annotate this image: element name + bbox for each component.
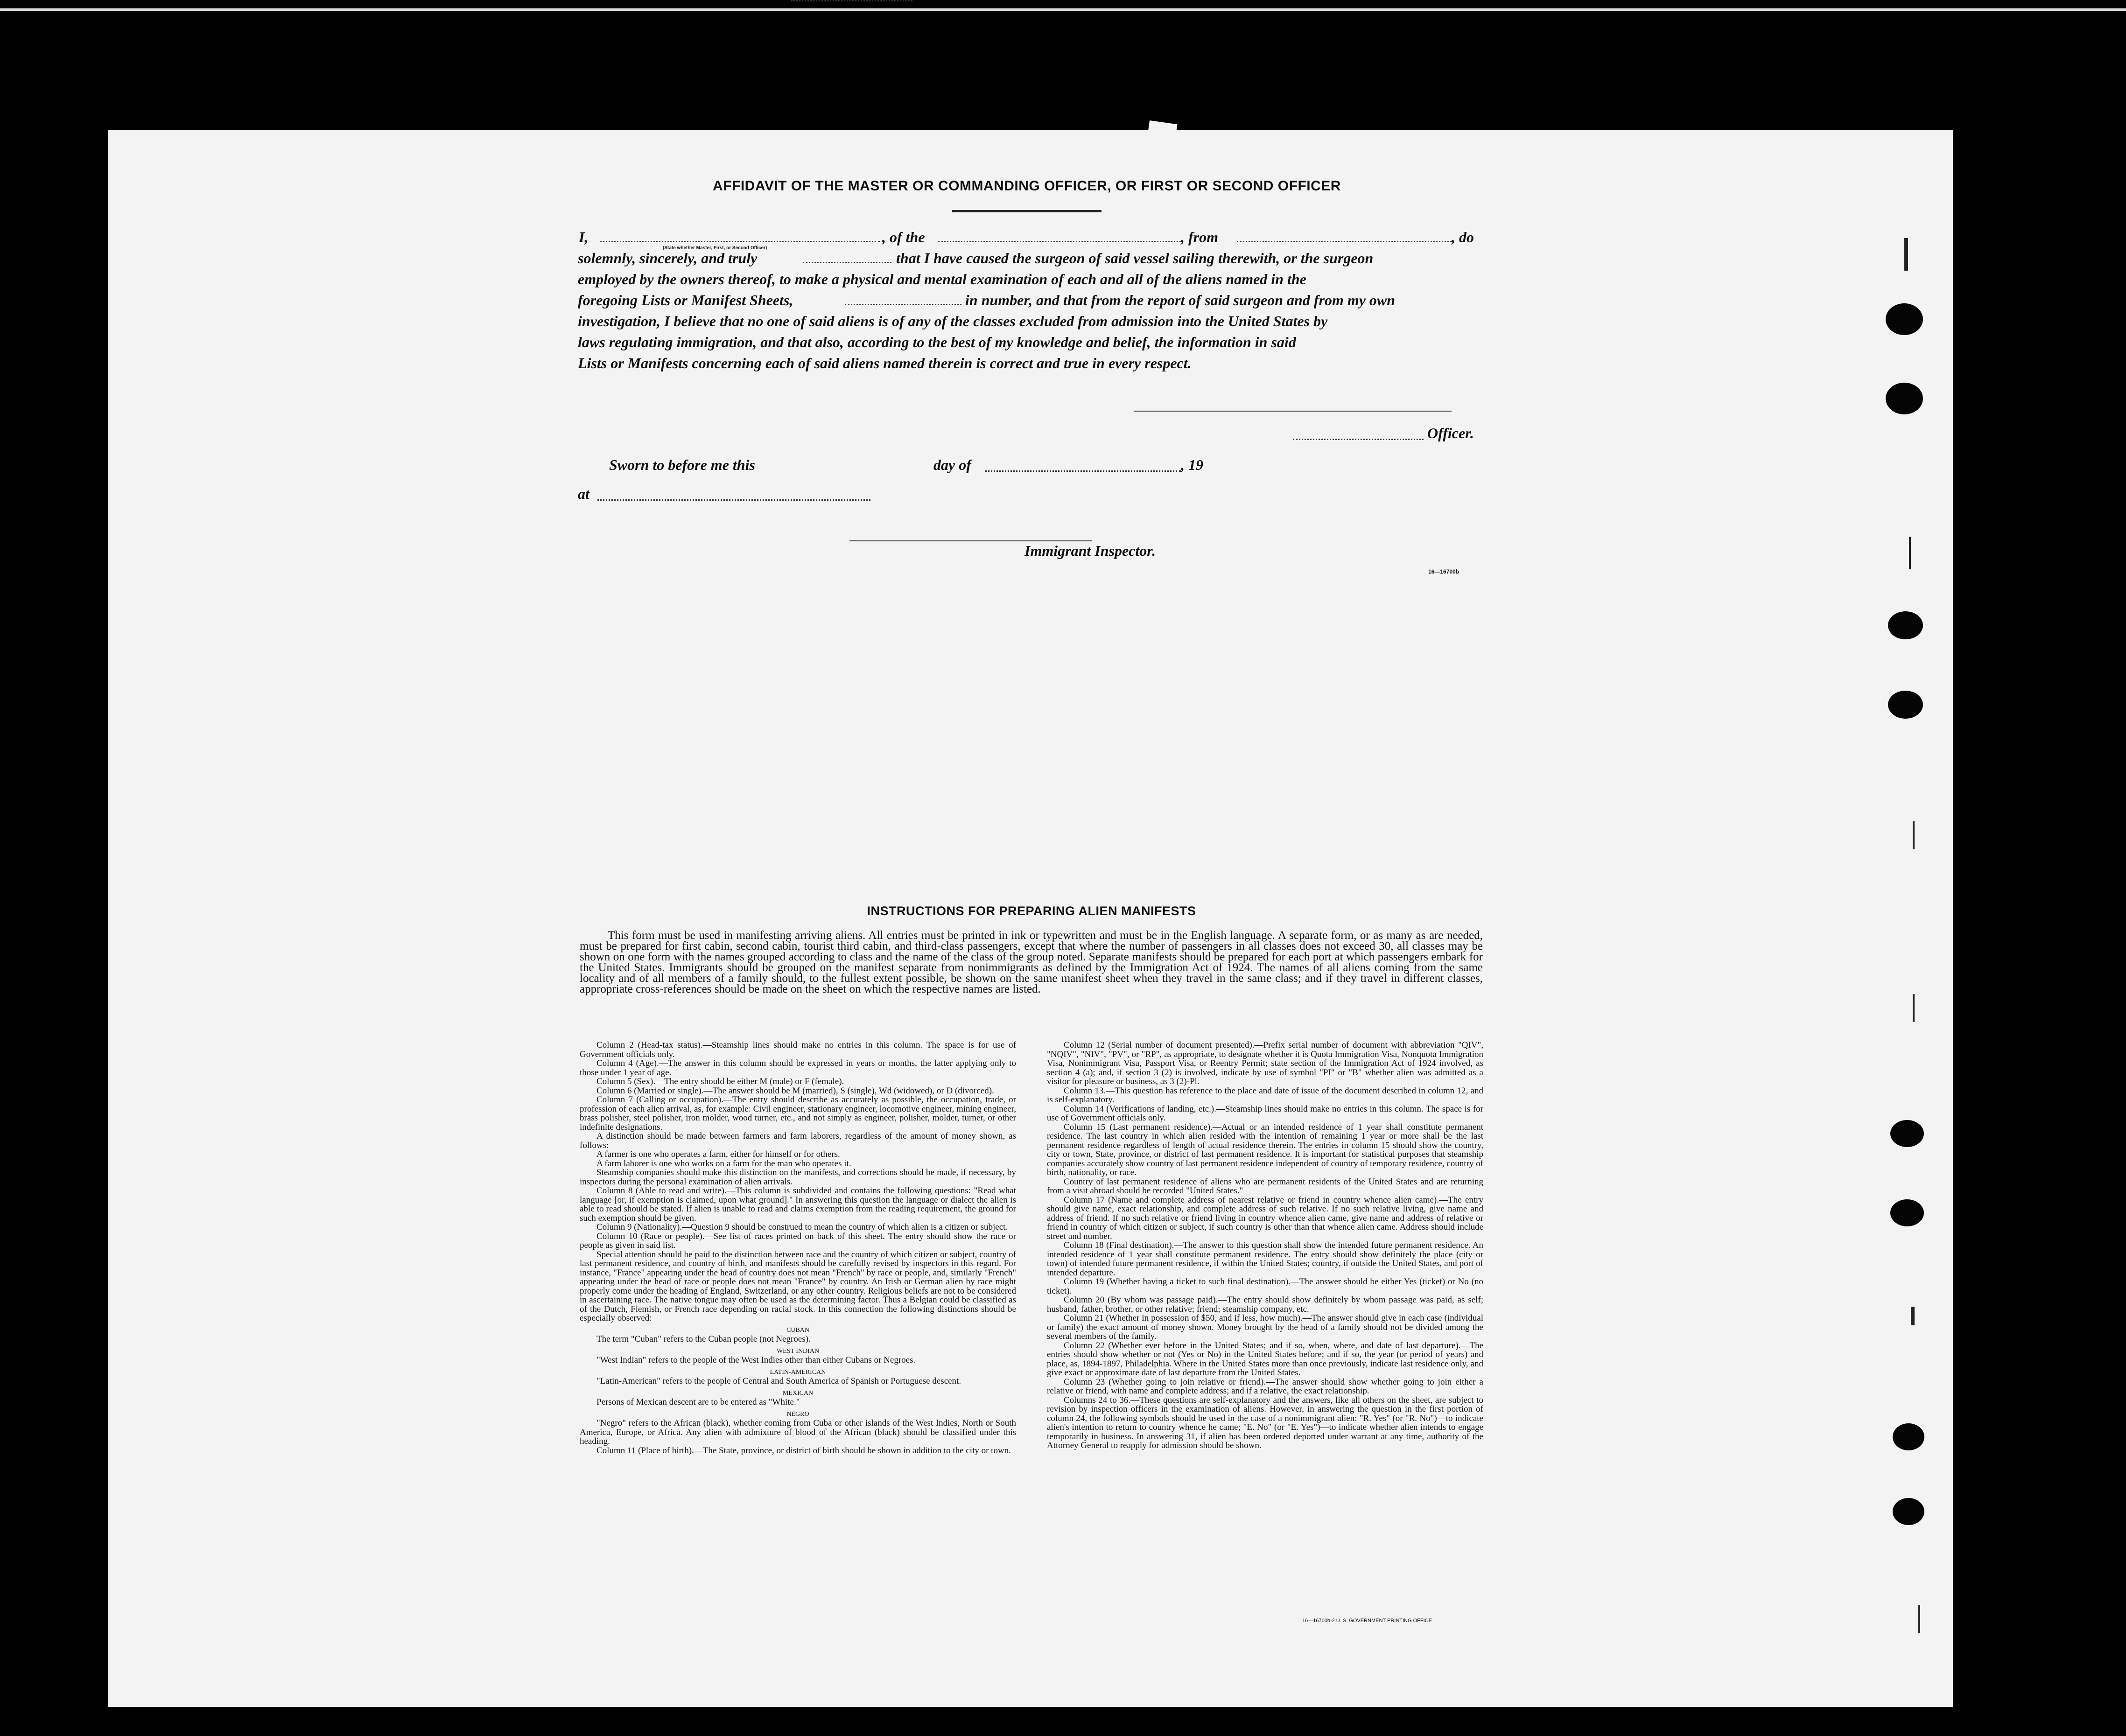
instruction-paragraph: Column 17 (Name and complete address of nearest relative or friend in country whence alien came).—The entry should give name, exact relationship, and complete address of such relative. If no such relative living, give name and address of friend. If no such relative or friend living in country whence alien came, give name and address of relative or friend in country of which citizen or subject, if such country is other than that whence alien came. Address should include street and number. xyxy=(1047,1195,1483,1241)
instruction-paragraph: Column 19 (Whether having a ticket to such final destination).—The answer should be either Yes (ticket) or No (no ticket). xyxy=(1047,1277,1483,1296)
punch-hole xyxy=(1886,383,1923,414)
instructions-intro: This form must be used in manifesting arriving aliens. All entries must be printed in ink or typewritten and must be in the English language. A separate form, or as many as are needed, must be prepared for first cabin, second cabin, tourist third cabin, and third-class passengers, except that where the number of passengers in all classes does not exceed 30, all classes may be shown on one form with the names grouped according to class and the name of the class of the group noted. Separate manifests should be prepared for each port at which passengers embark for the United States. Immigrants should be grouped on the manifest separate from nonimmigrants as defined by the Immigration Act of 1924. The names of all aliens coming from the same locality and of all members of a family should, to the fullest extent possible, be shown on the same manifest sheet when they travel in the same class; and if they travel in different classes, appropriate cross-references should be made on the sheet on which the respective names are listed. xyxy=(580,929,1483,995)
instruction-paragraph: The term "Cuban" refers to the Cuban people (not Negroes). xyxy=(596,1334,811,1344)
officer-rank-blank[interactable] xyxy=(600,241,880,242)
list-count-blank[interactable] xyxy=(845,304,961,305)
affidavit-line2a: solemnly, sincerely, and truly xyxy=(578,250,758,266)
section-heading-cuban: CUBAN xyxy=(786,1326,809,1334)
section-heading-negro: NEGRO xyxy=(786,1410,809,1418)
instruction-paragraph: Column 2 (Head-tax status).—Steamship lines should make no entries in this column. The space is for use of Government officials only. xyxy=(580,1040,1016,1059)
edge-mark xyxy=(1918,1605,1920,1633)
at-label: at xyxy=(578,485,589,502)
title-underline xyxy=(952,210,1102,212)
instruction-paragraph: Column 9 (Nationality).—Question 9 should be construed to mean the country of which alien is a citizen or subject. xyxy=(596,1222,1008,1232)
instructions-right-column xyxy=(1047,1041,1483,1450)
officer-title-blank[interactable] xyxy=(1293,439,1424,440)
officer-rank-hint: (State whether Master, First, or Second Officer) xyxy=(663,245,767,251)
instruction-paragraph: "Negro" refers to the African (black), whether coming from Cuba or other islands of the West Indies, North or South America, Europe, or Africa. Any alien with admixture of blood of the African (black) should be classified under this heading. xyxy=(580,1418,1016,1446)
instruction-paragraph: A farm laborer is one who works on a farm for the man who operates it. xyxy=(596,1158,851,1169)
instruction-paragraph: "Latin-American" refers to the people of Central and South America of Spanish or Portuguese descent. xyxy=(596,1376,961,1386)
instruction-paragraph: Column 7 (Calling or occupation).—The entry should describe as accurately as possible, the occupation, trade, or profession of each alien arrival, as, for example: Civil engineer, stationary engineer, locomotive engineer, mining engineer, brass polisher, steel polisher, iron molder, wood turner, etc., and not simply as engineer, polisher, molder, turner, or other indefinite designations. xyxy=(580,1095,1016,1132)
sworn-month-blank[interactable] xyxy=(985,470,1181,472)
edge-mark xyxy=(1911,1307,1915,1325)
instruction-paragraph: Steamship companies should make this distinction on the manifests, and corrections should be made, if necessary, by inspectors during the personal examination of alien arrivals. xyxy=(580,1168,1016,1187)
instruction-paragraph: Column 6 (Married or single).—The answer should be M (married), S (single), Wd (widowed), or D (divorced). xyxy=(596,1085,994,1096)
instruction-paragraph: Persons of Mexican descent are to be entered as "White." xyxy=(596,1397,800,1407)
instruction-paragraph: Column 18 (Final destination).—The answer to this question shall show the intended future permanent residence. An intended residence of 1 year shall constitute permanent residence. The entry should show definitely the place (city or town) of intended future permanent residence, if within the United States; country, if outside the United States, and port of intended departure. xyxy=(1047,1240,1483,1278)
section-heading-latin-american: LATIN-AMERICAN xyxy=(770,1368,826,1376)
instruction-paragraph: Column 21 (Whether in possession of $50, and if less, how much).—The answer should give in each case (individual or family) the exact amount of money shown. Money brought by the head of a family should not be divided among the several members of the family. xyxy=(1047,1313,1483,1341)
vessel-name-blank[interactable] xyxy=(938,241,1181,242)
instruction-paragraph: Column 15 (Last permanent residence).—Actual or an intended residence of 1 year shall constitute permanent residence. The last country in which alien resided with the intention of remaining 1 year or more shall be the last permanent residence regardless of length of actual residence therein. The entries in column 15 should show the country, city or town, State, province, or district of last permanent residence. It is important for statistical purposes that steamship companies accurately show country of last permanent residence independent of country of temporary residence, country of birth, nationality, or race. xyxy=(1047,1122,1483,1177)
instruction-paragraph: Column 14 (Verifications of landing, etc.).—Steamship lines should make no entries in this column. The space is for use of Government officials only. xyxy=(1047,1104,1483,1123)
sworn-label: Sworn to before me this xyxy=(609,456,755,473)
affidavit-line3: employed by the owners thereof, to make a physical and mental examination of each and all of the aliens named in the xyxy=(578,271,1306,287)
oath-blank[interactable] xyxy=(803,262,891,263)
instruction-paragraph: A farmer is one who operates a farm, either for himself or for others. xyxy=(596,1149,840,1159)
punch-hole xyxy=(1886,303,1923,335)
affidavit-do: , do xyxy=(1452,229,1474,245)
printing-office-footer: 16—16700b-2 U. S. GOVERNMENT PRINTING OFFICE xyxy=(1302,1618,1432,1624)
instruction-paragraph: "West Indian" refers to the people of the West Indies other than either Cubans or Negroes. xyxy=(596,1355,916,1365)
sworn-place-blank[interactable] xyxy=(597,499,870,501)
inspector-label: Immigrant Inspector. xyxy=(1024,542,1156,559)
instruction-paragraph: Column 5 (Sex).—The entry should be either M (male) or F (female). xyxy=(596,1077,844,1086)
instruction-paragraph: A distinction should be made between farmers and farm laborers, regardless of the amount of money shown, as follows: xyxy=(580,1131,1016,1150)
affidavit-from: , from xyxy=(1181,229,1218,245)
sworn-day-blank[interactable] xyxy=(791,0,912,1)
instruction-paragraph: Columns 24 to 36.—These questions are self-explanatory and the answers, like all others on the sheet, are subject to revision by inspection officers in the examination of aliens. However, in answering the question in the first portion of column 24, the following symbols should be used in the case of a nonimmigrant alien: "R. Yes" (or "R. No")—to indicate alien's intention to return to country whence he came; "E. No" (or "E. Yes")—to indicate whether alien intends to engage temporarily in business. In answering 31, if alien has been ordered deported under warrant at any time, authority of the Attorney General to reapply for admission should be shown. xyxy=(1047,1395,1483,1450)
affidavit-i: I, xyxy=(579,229,589,245)
punch-hole xyxy=(1888,691,1923,719)
scan-top-border xyxy=(0,8,2126,11)
affidavit-line4b: in number, and that from the report of said surgeon and from my own xyxy=(965,292,1396,308)
punch-hole xyxy=(1888,611,1923,639)
instruction-paragraph: Special attention should be paid to the distinction between race and the country of which citizen or subject, country of last permanent residence, and country of birth, and manifests should be carefully revised by inspectors in this regard. For instance, "France" appearing under the head of country does not mean "French" by race or people, and, similarly "French" appearing under the head of race or people does not mean "France" by country. An Irish or German alien by race might properly come under the heading of England, Switzerland, or any other country. Religious beliefs are not to be considered in ascertaining race. The native tongue may often be used as the determining factor. Thus a Belgian could be classified as of the Dutch, Flemish, or French race depending on racial stock. In this connection the following distinctions should be especially observed: xyxy=(580,1249,1016,1323)
edge-mark xyxy=(1913,821,1915,849)
instruction-paragraph: Column 20 (By whom was passage paid).—The entry should show definitely by whom passage was paid, as self; husband, father, brother, or other relative; friend; steamship company, etc. xyxy=(1047,1295,1483,1314)
officer-label: Officer. xyxy=(1427,425,1474,441)
instruction-paragraph: Column 12 (Serial number of document presented).—Prefix serial number of document with abbreviation "QIV", "NQIV", "NIV", "PV", or "RP", as appropriate, to designate whether it is Quota Immigration Visa, Nonquota Immigration Visa, Nonimmigrant Visa, Passport Visa, or Reentry Permit; state section of the Immigration Act of 1924 involved, as section 4 (a); and, if section 3 (2) is involved, indicate by use of symbol "PI" or "B" whether alien was admitted as a visitor for pleasure or business, as 3 (2)-Pl. xyxy=(1047,1040,1483,1086)
affidavit-line5: investigation, I believe that no one of said aliens is of any of the classes excluded from admission into the United States by xyxy=(578,313,1328,329)
inspector-signature-line[interactable] xyxy=(849,540,1092,541)
section-heading-mexican: MEXICAN xyxy=(782,1389,814,1397)
instruction-paragraph: Column 4 (Age).—The answer in this column should be expressed in years or months, the latter applying only to those under 1 year of age. xyxy=(580,1058,1016,1078)
instruction-paragraph: Column 10 (Race or people).—See list of races printed on back of this sheet. The entry should show the race or people as given in said list. xyxy=(580,1231,1016,1250)
section-heading-west-indian: WEST INDIAN xyxy=(776,1347,820,1355)
punch-hole xyxy=(1893,1423,1924,1450)
instruction-paragraph: Column 13.—This question has reference to the place and date of issue of the document described in column 12, and is self-explanatory. xyxy=(1047,1085,1483,1105)
instruction-paragraph: Column 23 (Whether going to join relative or friend).—The answer should show whether going to join either a relative or friend, with name and complete address; and if a relative, the exact relationship. xyxy=(1047,1377,1483,1396)
affidavit-line6: laws regulating immigration, and that also, according to the best of my knowledge and belief, the information in said xyxy=(578,334,1296,350)
edge-mark xyxy=(1909,537,1911,569)
form-code: 16—16700b xyxy=(1428,568,1459,575)
instructions-left-column xyxy=(580,1041,1016,1455)
instructions-title: INSTRUCTIONS FOR PREPARING ALIEN MANIFESTS xyxy=(867,904,1196,918)
port-from-blank[interactable] xyxy=(1237,241,1452,242)
instruction-paragraph: Country of last permanent residence of aliens who are permanent residents of the United States and are returning from a visit abroad should be recorded "United States." xyxy=(1047,1176,1483,1196)
affidavit-of-the: , of the xyxy=(882,229,925,245)
year-label: , 19 xyxy=(1181,456,1203,473)
instruction-paragraph: Column 11 (Place of birth).—The State, province, or district of birth should be shown in addition to the city or town. xyxy=(596,1445,1011,1456)
punch-hole xyxy=(1893,1498,1924,1525)
affidavit-line4a: foregoing Lists or Manifest Sheets, xyxy=(578,292,793,308)
affidavit-line7: Lists or Manifests concerning each of said aliens named therein is correct and true in every respect. xyxy=(578,355,1192,371)
punch-hole xyxy=(1890,1120,1924,1147)
affidavit-line2b: that I have caused the surgeon of said vessel sailing therewith, or the surgeon xyxy=(896,250,1374,266)
edge-mark xyxy=(1904,238,1908,271)
officer-signature-line[interactable] xyxy=(1134,411,1452,412)
page-tear xyxy=(1147,120,1178,143)
day-of-label: day of xyxy=(933,456,971,473)
edge-mark xyxy=(1913,994,1915,1022)
affidavit-title: AFFIDAVIT OF THE MASTER OR COMMANDING OFFICER, OR FIRST OR SECOND OFFICER xyxy=(713,178,1341,194)
punch-hole xyxy=(1890,1199,1924,1226)
instruction-paragraph: Column 8 (Able to read and write).—This column is subdivided and contains the following questions: "Read what language [or, if exemption is claimed, upon what ground]." In answering this question the language or dialect the alien is able to read should be stated. If alien is unable to read and claims exemption from the reading requirement, the ground for such exemption should be given. xyxy=(580,1186,1016,1223)
instruction-paragraph: Column 22 (Whether ever before in the United States; and if so, when, where, and date of last departure).—The entries should show whether or not (Yes or No) in the United States before; and if so, the year (or period of years) and place, as, 1894-1897, Philadelphia. Where in the United States more than once previously, indicate last residence only, and give exact or approximate date of last departure from the United States. xyxy=(1047,1340,1483,1378)
